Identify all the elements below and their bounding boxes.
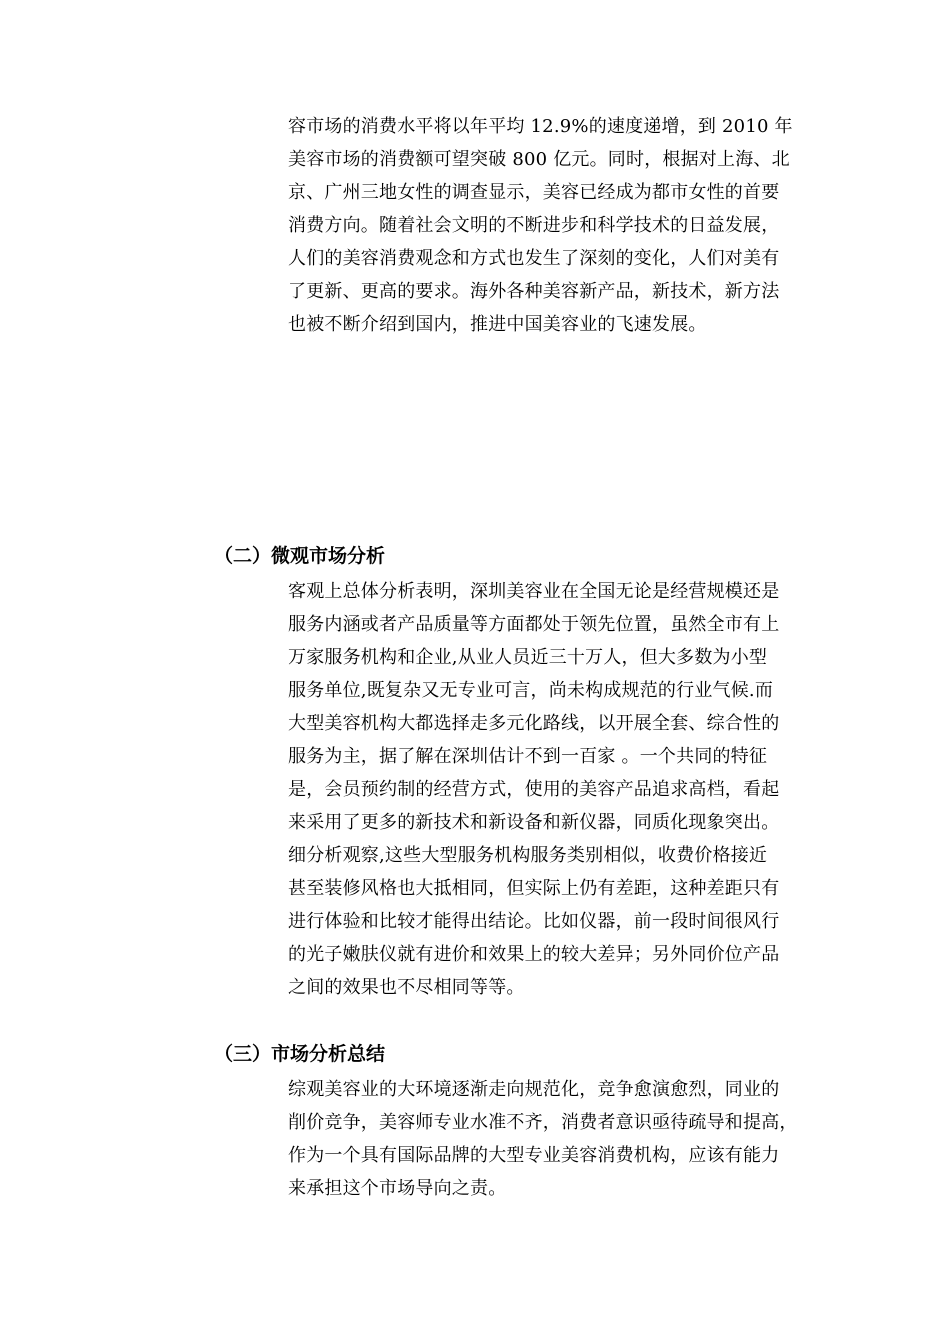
- text-line: 作为一个具有国际品牌的大型专业美容消费机构，应该有能力: [288, 1145, 780, 1166]
- text-line: 也被不断介绍到国内，推进中国美容业的飞速发展。: [288, 314, 707, 335]
- text-line: 消费方向。随着社会文明的不断进步和科学技术的日益发展，: [288, 215, 780, 236]
- text-line: 了更新、更高的要求。海外各种美容新产品，新技术，新方法: [288, 281, 780, 302]
- text-line: 万家服务机构和企业,从业人员近三十万人，但大多数为小型: [288, 647, 768, 668]
- text-line: 服务内涵或者产品质量等方面都处于领先位置，虽然全市有上: [288, 614, 780, 635]
- market-summary-paragraph: [288, 1073, 818, 1205]
- text-line: 进行体验和比较才能得出结论。比如仪器，前一段时间很风行: [288, 911, 780, 932]
- intro-paragraph: [288, 110, 818, 341]
- text-line: 甚至装修风格也大抵相同，但实际上仍有差距，这种差距只有: [288, 878, 780, 899]
- section-heading-micro-market: （二）微观市场分析: [214, 545, 386, 567]
- text-line: 削价竞争，美容师专业水准不齐，消费者意识亟待疏导和提高，: [288, 1112, 798, 1133]
- text-line: 的光子嫩肤仪就有进价和效果上的较大差异；另外同价位产品: [288, 944, 780, 965]
- text-line: 大型美容机构大都选择走多元化路线，以开展全套、综合性的: [288, 713, 780, 734]
- text-line: 服务为主，据了解在深圳估计不到一百家 。一个共同的特征: [288, 746, 768, 767]
- text-line: 容市场的消费水平将以年平均 12.9%的速度递增，到 2010 年: [288, 116, 793, 137]
- micro-market-paragraph: [288, 575, 818, 1004]
- text-line: 来采用了更多的新技术和新设备和新仪器，同质化现象突出。: [288, 812, 780, 833]
- text-line: 细分析观察,这些大型服务机构服务类别相似，收费价格接近: [288, 845, 768, 866]
- text-line: 美容市场的消费额可望突破 800 亿元。同时，根据对上海、北: [288, 149, 790, 170]
- section-heading-market-summary: （三）市场分析总结: [214, 1043, 386, 1065]
- text-line: 综观美容业的大环境逐渐走向规范化，竞争愈演愈烈，同业的: [288, 1079, 780, 1100]
- text-line: 来承担这个市场导向之责。: [288, 1178, 507, 1199]
- text-line: 服务单位,既复杂又无专业可言，尚未构成规范的行业气候.而: [288, 680, 774, 701]
- text-line: 之间的效果也不尽相同等等。: [288, 977, 525, 998]
- text-line: 人们的美容消费观念和方式也发生了深刻的变化，人们对美有: [288, 248, 780, 269]
- text-line: 客观上总体分析表明，深圳美容业在全国无论是经营规模还是: [288, 581, 780, 602]
- text-line: 是，会员预约制的经营方式，使用的美容产品追求高档，看起: [288, 779, 780, 800]
- text-line: 京、广州三地女性的调查显示，美容已经成为都市女性的首要: [288, 182, 780, 203]
